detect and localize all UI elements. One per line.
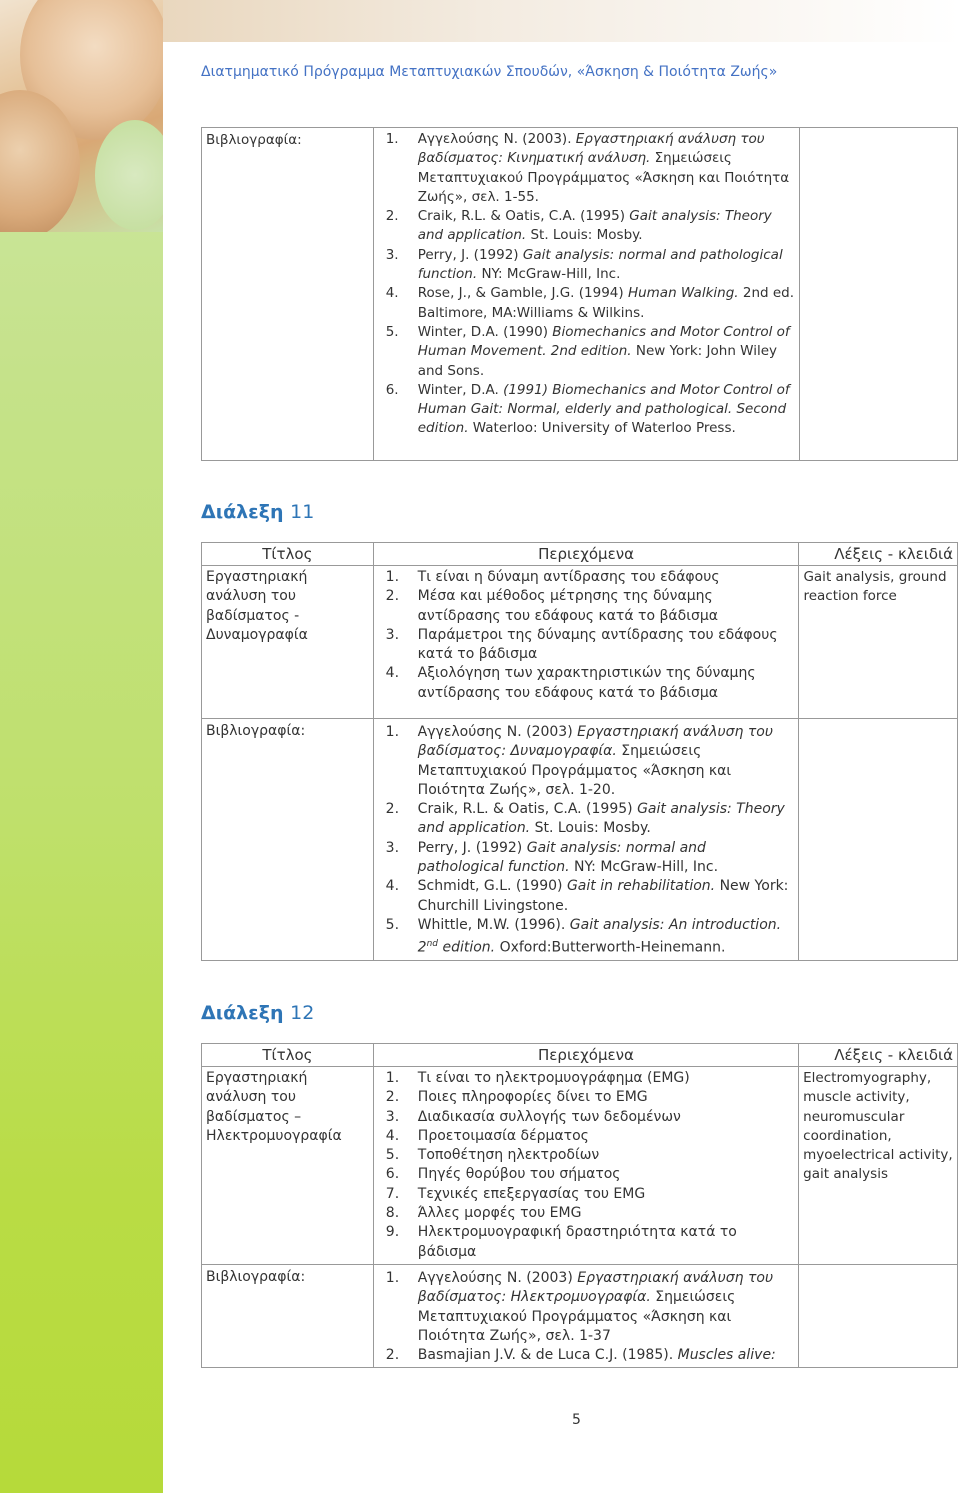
reference-text: NY: McGraw-Hill, Inc. [477,266,621,283]
reference-item [378,246,795,285]
reference-list [378,130,795,439]
reference-number: 6. [385,381,399,398]
lecture-title-word: Διάλεξη [201,501,284,523]
top-bibliography-table [201,127,958,461]
column-header-keywords: Λέξεις - κλειδιά [799,1044,958,1067]
content-number: 6. [385,1166,400,1183]
reference-text: Εργαστηριακή ανάλυση του βαδίσματος: Δυναμογραφία. [417,724,773,760]
reference-number: 1. [385,1269,400,1286]
column-header-content: Περιεχόμενα [373,543,799,566]
lecture-keywords: Electromyography, muscle activity, neuromuscular coordination, myoelectrical activity, gait analysis [803,1070,953,1183]
lecture-11-table [201,542,958,961]
header-photo [0,0,163,232]
reference-text: Αγγελούσης Ν. (2003). [417,131,576,147]
content-item [378,1146,794,1165]
reference-text: Σημειώσεις Μεταπτυχιακού Προγράμματος «Άσκηση και Ποιότητα Ζωής», σελ. 1-37 [417,1289,736,1344]
content-item [378,664,795,703]
content-text: Ηλεκτρομυογραφική δραστηριότητα κατά το βάδισμα [417,1224,737,1260]
contents-list [378,1069,794,1262]
content-item [378,568,795,587]
reference-text: St. Louis: Mosby. [530,820,651,837]
reference-number: 1. [385,724,400,740]
lecture-title-word: Διάλεξη [201,1002,284,1024]
topic-cell [202,1067,374,1265]
column-header-title: Τίτλος [202,543,374,566]
reference-text: Gait analysis: An introduction. 2 [417,916,782,956]
content-item [378,1185,794,1204]
reference-text: Winter, D.A. [417,381,504,398]
reference-item [378,1269,794,1346]
reference-number: 4. [385,878,400,895]
content-number: 4. [385,1127,400,1144]
content-number: 9. [385,1224,400,1241]
reference-text: Gait analysis: Theory and application. [417,801,785,837]
lecture-topic: Εργαστηριακή ανάλυση του βαδίσματος – Ηλεκτρομυογραφία [206,1070,342,1144]
reference-list [378,723,795,958]
content-item [378,1204,794,1223]
bibliography-label-cell [202,719,374,961]
bibliography-label: Βιβλιογραφία: [206,1268,306,1285]
empty-cell [799,719,958,961]
bibliography-refs-cell [373,128,799,461]
reference-item [378,284,795,323]
lecture-11-title [201,501,314,523]
content-item [378,1223,794,1262]
contents-cell [373,1067,798,1265]
reference-list [378,1269,794,1365]
content-number: 3. [385,1108,400,1125]
reference-number: 3. [385,246,399,263]
reference-text: Schmidt, G.L. (1990) [417,878,567,895]
column-header-content: Περιεχόμενα [373,1044,798,1067]
content-item [378,1165,794,1184]
reference-text: (1991) Biomechanics and Motor Control of Human Gait: Normal, elderly and pathological. Second edition. [417,381,790,437]
reference-number: 5. [385,916,400,933]
reference-text: 2nd ed. Baltimore, MA:Williams & Wilkins. [417,285,795,321]
keywords-cell [799,566,958,719]
reference-number: 2. [385,801,400,818]
content-text: Τι είναι το ηλεκτρομυογράφημα (EMG) [417,1070,690,1086]
reference-text: Gait analysis: normal and pathological function. [417,839,706,876]
content-text: Τεχνικές επεξεργασίας του EMG [417,1185,646,1202]
content-text: Τι είναι η δύναμη αντίδρασης του εδάφους [417,569,720,585]
bibliography-refs-cell [373,1264,798,1367]
content-number: 3. [385,626,400,643]
reference-text: Gait analysis: normal and pathological function. [417,246,783,283]
content-number: 1. [385,1070,400,1086]
reference-item [378,381,795,439]
lecture-topic: Εργαστηριακή ανάλυση του βαδίσματος - Δυναμογραφία [206,569,308,643]
reference-item [378,1346,794,1365]
lecture-keywords: Gait analysis, ground reaction force [803,569,947,605]
reference-number: 2. [385,1347,400,1364]
reference-item [378,130,795,207]
reference-text: Muscles alive: [677,1347,776,1364]
reference-text: Oxford:Butterworth-Heinemann. [495,939,726,956]
reference-text: edition. [438,939,496,956]
reference-item [378,877,795,916]
reference-text: Whittle, M.W. (1996). [417,916,570,933]
reference-text: Winter, D.A. (1990) [417,323,553,340]
reference-text: Biomechanics and Motor Control of Human Movement. 2nd edition. [417,323,790,360]
content-text: Άλλες μορφές του EMG [417,1205,582,1222]
reference-text: St. Louis: Mosby. [526,227,643,244]
reference-item [378,800,795,839]
content-number: 2. [385,1089,400,1106]
keywords-cell [799,1067,958,1265]
reference-text: Εργαστηριακή ανάλυση του βαδίσματος: Κινηματική ανάλυση. [417,131,765,167]
page-header: Διατμηματικό Πρόγραμμα Μεταπτυχιακών Σπουδών, «Άσκηση & Ποιότητα Ζωής» [201,64,778,80]
contents-cell [373,566,799,719]
reference-item [378,916,795,958]
content-text: Τοποθέτηση ηλεκτροδίων [417,1147,600,1164]
reference-text: Rose, J., & Gamble, J.G. (1994) [417,285,628,302]
reference-text: Basmajian J.V. & de Luca C.J. (1985). [417,1347,678,1364]
content-number: 7. [385,1185,400,1202]
lecture-title-number: 12 [290,1002,315,1024]
reference-text: Εργαστηριακή ανάλυση του βαδίσματος: Ηλεκτρομυογραφία. [417,1269,774,1306]
header-photo-strip [163,0,960,42]
content-text: Παράμετροι της δύναμης αντίδρασης του εδάφους κατά το βάδισμα [417,626,778,663]
content-item [378,587,795,626]
reference-item [378,323,795,381]
content-number: 4. [385,665,400,682]
content-number: 1. [385,569,400,585]
reference-number: 5. [385,323,399,340]
reference-text: Waterloo: University of Waterloo Press. [468,420,736,437]
content-item [378,1108,794,1127]
lecture-12-table [201,1043,958,1368]
reference-text: NY: McGraw-Hill, Inc. [569,859,719,876]
content-number: 8. [385,1205,400,1222]
reference-text: Σημειώσεις Μεταπτυχιακού Προγράμματος «Άσκηση και Ποιότητα Ζωής», σελ. 1-55. [417,150,790,205]
reference-text: Perry, J. (1992) [417,839,527,856]
content-text: Διαδικασία συλλογής των δεδομένων [417,1108,681,1125]
bibliography-refs-cell [373,719,799,961]
content-number: 5. [385,1147,400,1164]
bibliography-label: Βιβλιογραφία: [206,132,302,148]
reference-item [378,723,795,800]
reference-number: 4. [385,285,399,302]
contents-list [378,568,795,703]
reference-text: Perry, J. (1992) [417,246,523,263]
topic-cell [202,566,374,719]
page-number: 5 [572,1412,581,1428]
reference-text: Gait in rehabilitation. [566,878,716,895]
reference-text: nd [426,939,439,950]
reference-text: Αγγελούσης Ν. (2003) [417,724,578,740]
reference-text: New York: John Wiley and Sons. [417,343,778,379]
reference-text: Gait analysis: Theory and application. [417,208,772,244]
empty-cell [799,128,957,461]
column-header-title: Τίτλος [202,1044,374,1067]
content-number: 2. [385,588,400,605]
content-text: Ποιες πληροφορίες δίνει το EMG [417,1089,648,1106]
reference-item [378,207,795,246]
reference-text: Human Walking. [627,285,739,302]
reference-text: Αγγελούσης Ν. (2003) [417,1269,578,1286]
content-item [378,1069,794,1088]
reference-text: New York: Churchill Livingstone. [417,878,789,914]
bibliography-label-cell [202,1264,374,1367]
lecture-12-title [201,1002,314,1024]
content-text: Αξιολόγηση των χαρακτηριστικών της δύναμης αντίδρασης του εδάφους κατά το βάδισμα [417,665,756,701]
bibliography-label-cell [202,128,374,461]
column-header-keywords: Λέξεις - κλειδιά [799,543,958,566]
content-item [378,1088,794,1107]
reference-number: 3. [385,839,400,856]
reference-text: Craik, R.L. & Oatis, C.A. (1995) [417,208,630,225]
content-item [378,1127,794,1146]
reference-text: Σημειώσεις Μεταπτυχιακού Προγράμματος «Άσκηση και Ποιότητα Ζωής», σελ. 1-20. [417,743,732,798]
reference-number: 2. [385,208,399,225]
bibliography-label: Βιβλιογραφία: [206,723,306,739]
reference-item [378,839,795,878]
content-text: Προετοιμασία δέρματος [417,1127,589,1144]
content-item [378,626,795,665]
lecture-title-number: 11 [290,501,315,523]
reference-text: Craik, R.L. & Oatis, C.A. (1995) [417,801,638,818]
reference-number: 1. [385,131,399,147]
content-text: Μέσα και μέθοδος μέτρησης της δύναμης αντίδρασης του εδάφους κατά το βάδισμα [417,588,718,624]
content-text: Πηγές θορύβου του σήματος [417,1166,621,1183]
empty-cell [799,1264,958,1367]
